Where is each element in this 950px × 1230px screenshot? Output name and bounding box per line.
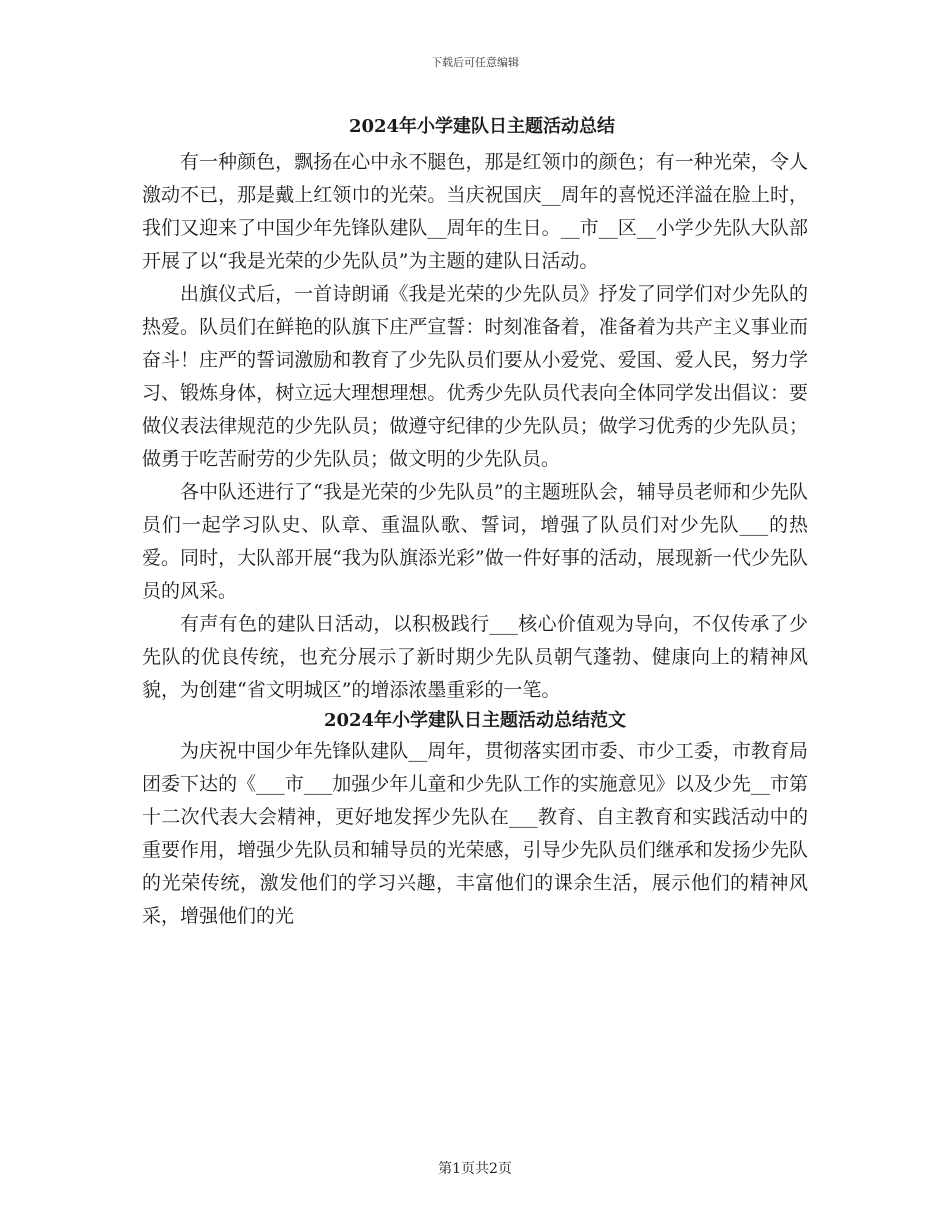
page-header-note: 下载后可任意编辑 xyxy=(431,56,519,69)
section-title: 2024年小学建队日主题活动总结范文 xyxy=(323,710,627,731)
paragraph-1: 有一种颜色，飘扬在心中永不腿色，那是红领巾的颜色；有一种光荣，令人激动不已，那是戴上红领巾的光荣。当庆祝国庆__周年的喜悦还洋溢在脸上时，我们又迎来了中国少年先锋队建队__周年的生日。__市__区__小学少先队大队部开展了以“我是光荣的少先队员”为主题的建队日活动。 xyxy=(142,151,808,272)
paragraph-5: 为庆祝中国少年先锋队建队__周年，贯彻落实团市委、市少工委，市教育局团委下达的《___市___加强少年儿童和少先队工作的实施意见》以及少先__市第十二次代表大会精神，更好地发挥少先队在___教育、自主教育和实践活动中的重要作用，增强少先队员和辅导员的光荣感，引导少先队员们继承和发扬少先队的光荣传统，激发他们的学习兴趣，丰富他们的课余生活，展示他们的精神风采，增强他们的光 xyxy=(142,740,808,927)
paragraph-3: 各中队还进行了“我是光荣的少先队员”的主题班队会，辅导员老师和少先队员们一起学习队史、队章、重温队歌、誓词，增强了队员们对少先队___的热爱。同时，大队部开展“我为队旗添光彩”做一件好事的活动，展现新一代少先队员的风采。 xyxy=(142,481,808,602)
page-footer-number: 第1页共2页 xyxy=(438,1161,512,1177)
paragraph-2: 出旗仪式后，一首诗朗诵《我是光荣的少先队员》抒发了同学们对少先队的热爱。队员们在鲜艳的队旗下庄严宣誓：时刻准备着，准备着为共产主义事业而奋斗！庄严的誓词激励和教育了少先队员们要从小爱党、爱国、爱人民，努力学习、锻炼身体，树立远大理想理想。优秀少先队员代表向全体同学发出倡议：要做仪表法律规范的少先队员；做遵守纪律的少先队员；做学习优秀的少先队员；做勇于吃苦耐劳的少先队员；做文明的少先队员。 xyxy=(142,283,808,470)
document-title: 2024年小学建队日主题活动总结 xyxy=(348,116,616,137)
paragraph-4: 有声有色的建队日活动，以积极践行___核心价值观为导向，不仅传承了少先队的优良传统，也充分展示了新时期少先队员朝气蓬勃、健康向上的精神风貌，为创建“省文明城区”的增添浓墨重彩的一笔。 xyxy=(142,613,808,701)
document-body xyxy=(142,113,808,933)
